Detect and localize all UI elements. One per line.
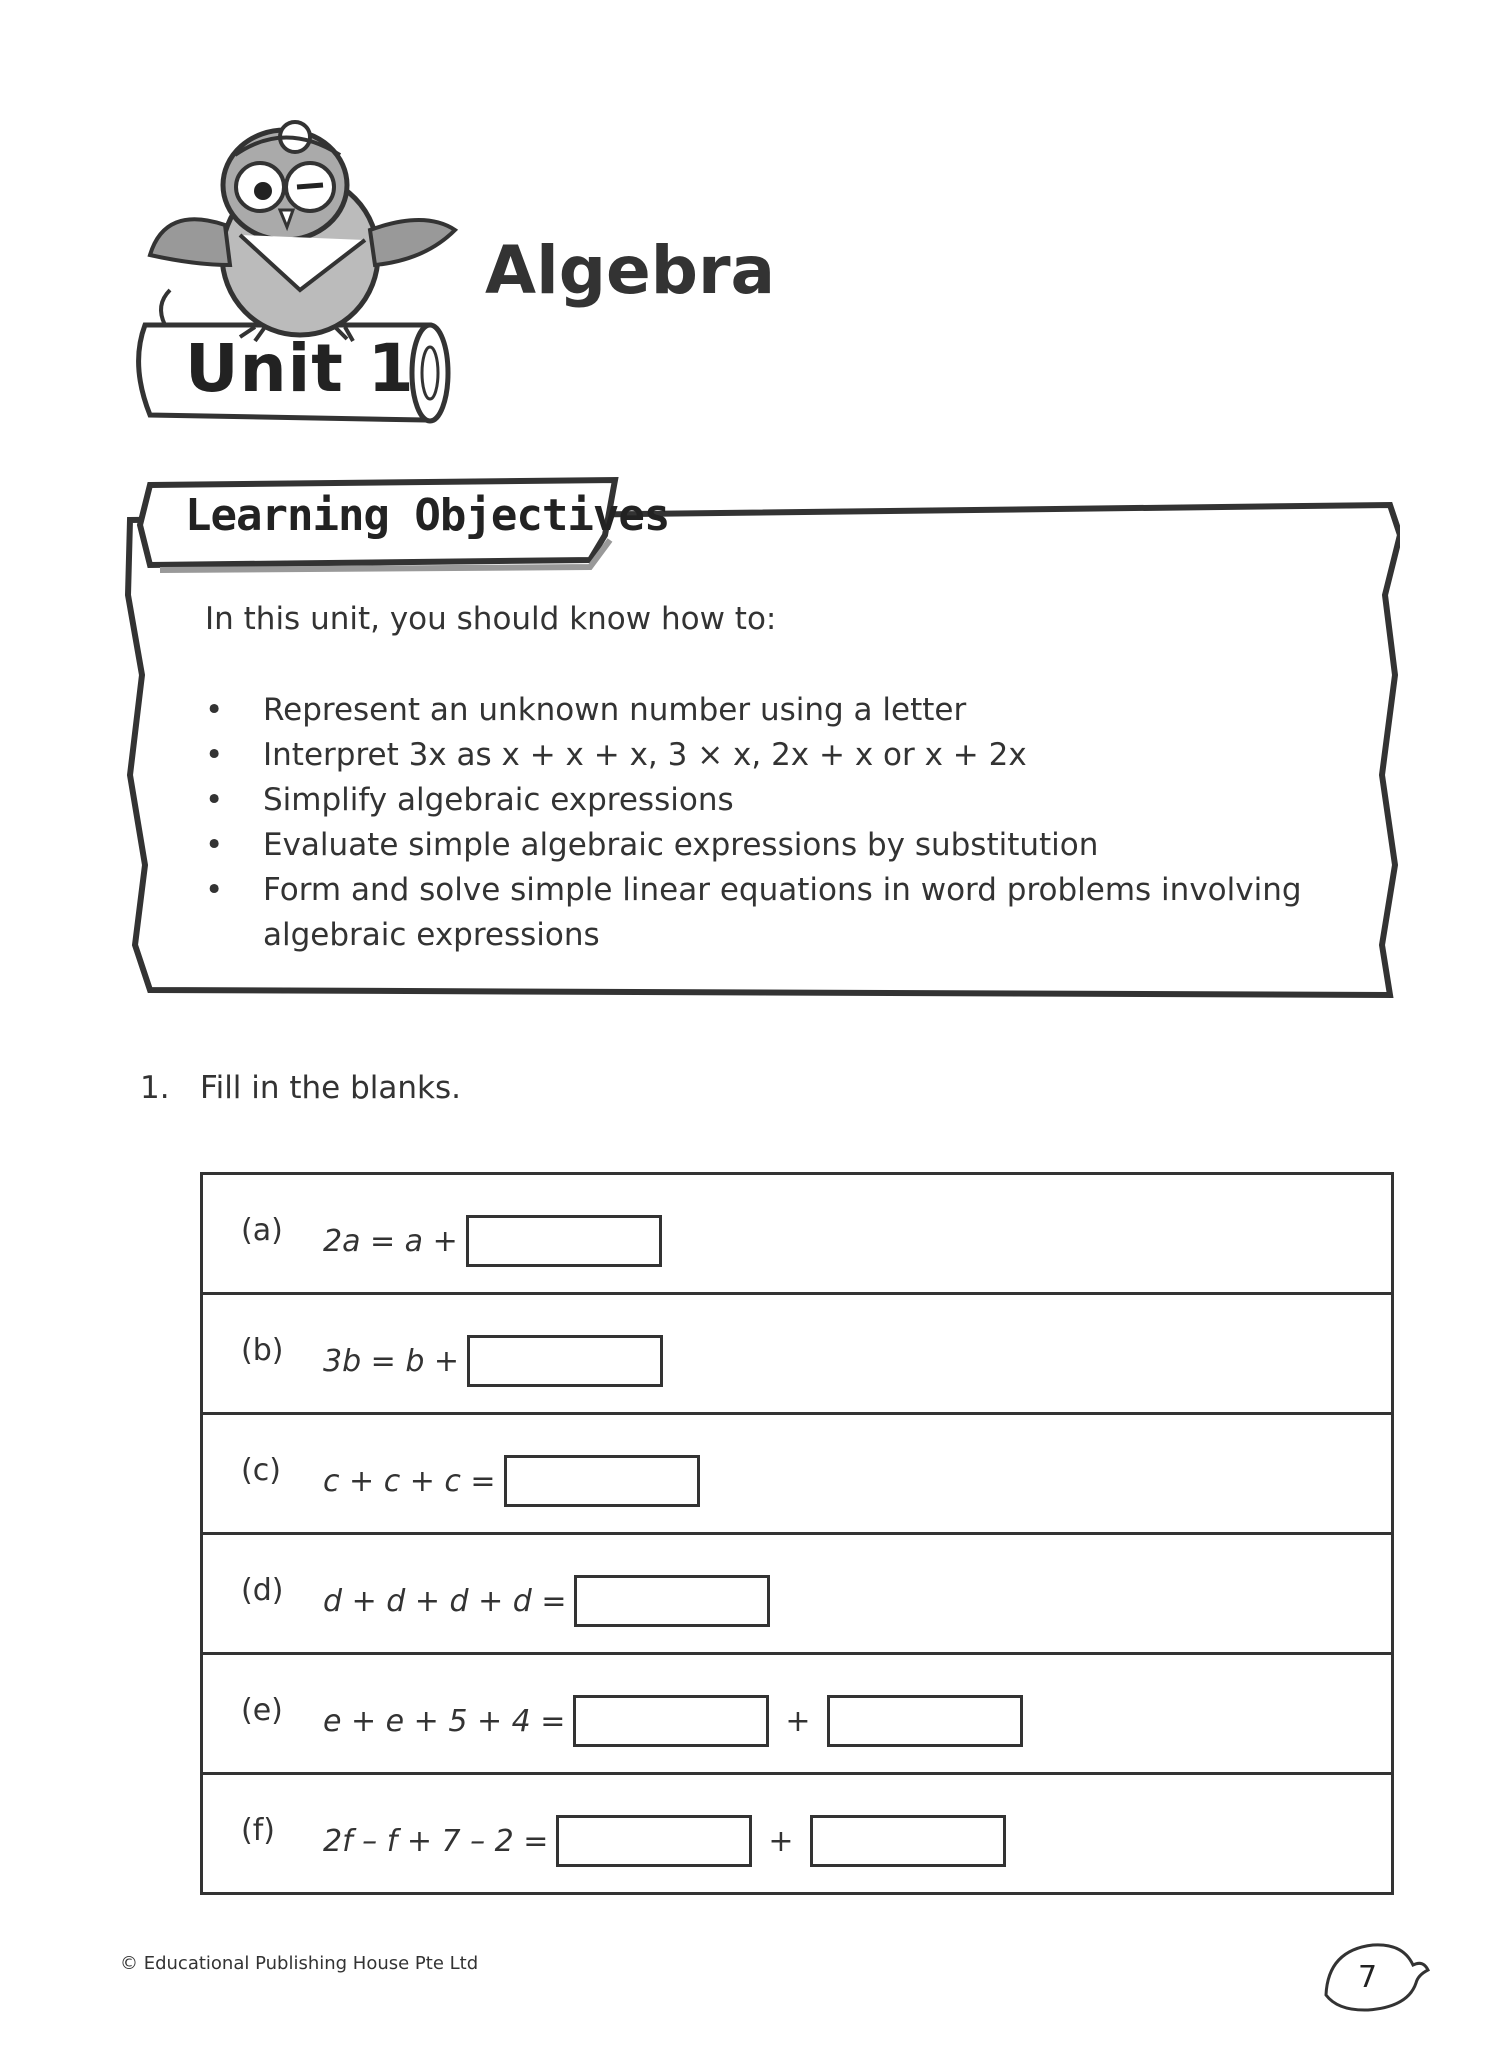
answer-box[interactable] bbox=[467, 1335, 663, 1387]
table-row bbox=[203, 1295, 1391, 1415]
objectives-intro: In this unit, you should know how to: bbox=[205, 601, 777, 637]
row-label: (d) bbox=[241, 1573, 284, 1608]
objective-text: Simplify algebraic expressions bbox=[263, 782, 734, 818]
bullet: • bbox=[205, 692, 224, 728]
bullet: • bbox=[205, 737, 224, 773]
plus-sign: + bbox=[768, 1823, 794, 1859]
answer-table bbox=[200, 1172, 1394, 1895]
bullet: • bbox=[205, 782, 224, 818]
objectives-list bbox=[205, 688, 1355, 958]
answer-box[interactable] bbox=[827, 1695, 1023, 1747]
answer-box[interactable] bbox=[504, 1455, 700, 1507]
expression-text: d + d + d + d = bbox=[323, 1583, 567, 1619]
expression-text: 2f – f + 7 – 2 = bbox=[323, 1823, 549, 1859]
bullet: • bbox=[205, 872, 224, 908]
table-row bbox=[203, 1655, 1391, 1775]
row-expression bbox=[323, 1575, 770, 1627]
table-row bbox=[203, 1535, 1391, 1655]
page-number: 7 bbox=[1358, 1960, 1378, 1995]
list-item bbox=[205, 778, 1355, 823]
row-expression bbox=[323, 1455, 700, 1507]
plus-sign: + bbox=[785, 1703, 811, 1739]
objective-text: Represent an unknown number using a letter bbox=[263, 692, 967, 728]
row-label: (c) bbox=[241, 1453, 281, 1488]
answer-box[interactable] bbox=[810, 1815, 1006, 1867]
row-label: (f) bbox=[241, 1813, 275, 1848]
unit-title: Unit 1 bbox=[185, 330, 415, 407]
row-expression bbox=[323, 1335, 663, 1387]
table-row bbox=[203, 1175, 1391, 1295]
row-label: (e) bbox=[241, 1693, 283, 1728]
expression-text: 3b = b + bbox=[323, 1343, 460, 1379]
expression-text: e + e + 5 + 4 = bbox=[323, 1703, 566, 1739]
topic-title: Algebra bbox=[485, 232, 776, 309]
answer-box[interactable] bbox=[573, 1695, 769, 1747]
list-item bbox=[205, 823, 1355, 868]
row-expression bbox=[323, 1695, 1023, 1747]
list-item bbox=[205, 688, 1355, 733]
row-expression bbox=[323, 1815, 1006, 1867]
table-row bbox=[203, 1775, 1391, 1892]
list-item bbox=[205, 733, 1355, 778]
answer-box[interactable] bbox=[466, 1215, 662, 1267]
objective-text: Interpret 3x as x + x + x, 3 × x, 2x + x or x + 2x bbox=[263, 737, 1027, 773]
row-label: (b) bbox=[241, 1333, 284, 1368]
bullet: • bbox=[205, 827, 224, 863]
objectives-heading: Learning Objectives bbox=[185, 490, 670, 541]
expression-text: c + c + c = bbox=[323, 1463, 496, 1499]
expression-text: 2a = a + bbox=[323, 1223, 458, 1259]
copyright: © Educational Publishing House Pte Ltd bbox=[120, 1953, 479, 1974]
answer-box[interactable] bbox=[556, 1815, 752, 1867]
objective-text: Evaluate simple algebraic expressions by substitution bbox=[263, 827, 1099, 863]
row-expression bbox=[323, 1215, 662, 1267]
table-row bbox=[203, 1415, 1391, 1535]
list-item bbox=[205, 868, 1355, 958]
answer-box[interactable] bbox=[574, 1575, 770, 1627]
row-label: (a) bbox=[241, 1213, 283, 1248]
objective-text: Form and solve simple linear equations in word problems involving algebraic expressions bbox=[263, 872, 1302, 953]
question-text: Fill in the blanks. bbox=[200, 1070, 462, 1106]
question-number: 1. bbox=[140, 1070, 170, 1106]
